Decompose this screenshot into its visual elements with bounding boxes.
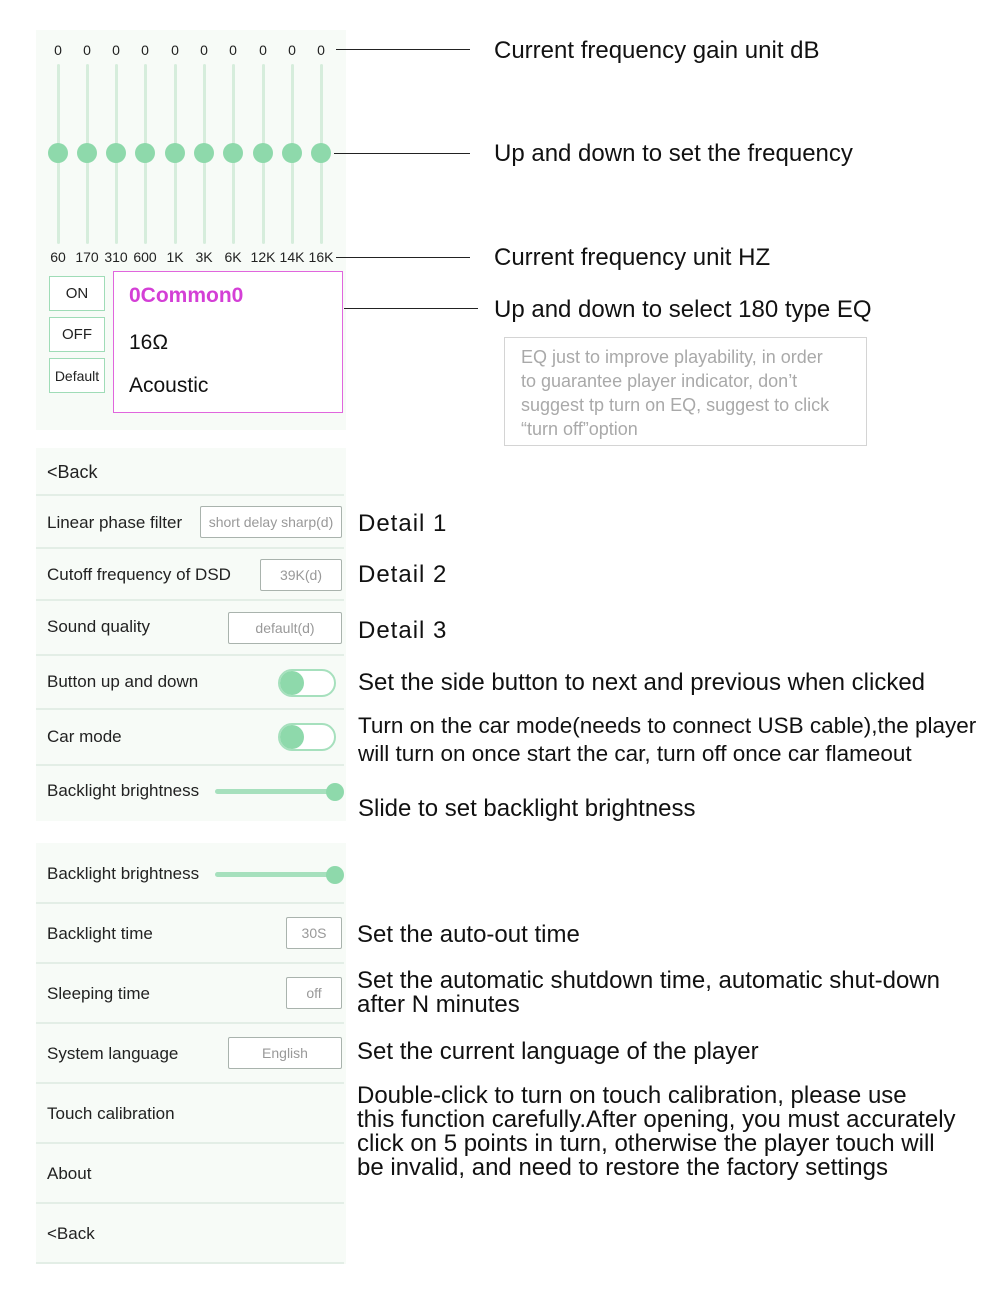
eq-preset-genre: Acoustic xyxy=(129,374,209,397)
eq-note-line: to guarantee player indicator, don’t xyxy=(521,371,798,391)
eq-frequency-label: 6K xyxy=(224,249,242,265)
sleeping-time-select[interactable]: off xyxy=(286,977,342,1009)
backlight-time-label: Backlight time xyxy=(47,924,153,943)
eq-gain-value: 0 xyxy=(229,42,237,58)
eq-note-line: suggest tp turn on EQ, suggest to click xyxy=(521,395,830,415)
annotation-frequency-unit: Current frequency unit HZ xyxy=(494,244,771,271)
settings-row-backlight-time xyxy=(36,904,344,964)
eq-slider-knob[interactable] xyxy=(194,143,214,163)
annotation-auto-out: Set the auto-out time xyxy=(357,921,580,948)
annotation-detail-3: Detail 3 xyxy=(358,617,448,644)
annotation-detail-1: Detail 1 xyxy=(358,510,448,537)
eq-frequency-label: 1K xyxy=(166,249,184,265)
car-mode-label: Car mode xyxy=(47,727,122,746)
eq-frequency-label: 16K xyxy=(308,249,334,265)
eq-gain-value: 0 xyxy=(259,42,267,58)
eq-slider-knob[interactable] xyxy=(223,143,243,163)
eq-frequency-label: 170 xyxy=(75,249,99,265)
eq-frequency-label: 310 xyxy=(104,249,128,265)
eq-frequency-label: 12K xyxy=(250,249,276,265)
annotation-car-mode-line: will turn on once start the car, turn off once car flameout xyxy=(358,741,912,766)
settings-row-touch-calibration[interactable] xyxy=(36,1084,344,1144)
language-label: System language xyxy=(47,1044,179,1063)
car-mode-toggle[interactable] xyxy=(278,723,336,751)
backlight-time-select[interactable]: 30S xyxy=(286,917,342,949)
backlight-slider-handle[interactable] xyxy=(326,866,344,884)
eq-frequency-label: 3K xyxy=(195,249,213,265)
backlight-label: Backlight brightness xyxy=(47,864,200,883)
annotation-calibration-line: be invalid, and need to restore the factory settings xyxy=(357,1154,888,1181)
sound-quality-label: Sound quality xyxy=(47,617,151,636)
eq-slider-knob[interactable] xyxy=(282,143,302,163)
annotation-set-frequency: Up and down to set the frequency xyxy=(494,140,853,167)
back-row[interactable] xyxy=(36,1204,344,1264)
eq-on-button[interactable]: ON xyxy=(49,276,105,311)
eq-slider-knob[interactable] xyxy=(77,143,97,163)
settings-row-language xyxy=(36,1024,344,1084)
eq-gain-value: 0 xyxy=(171,42,179,58)
leader-line-frequency xyxy=(334,153,470,154)
eq-gain-value: 0 xyxy=(112,42,120,58)
back-row[interactable] xyxy=(36,448,344,496)
annotation-car-mode-line: Turn on the car mode(needs to connect USB cable),the player xyxy=(358,713,977,738)
leader-line-gain xyxy=(336,49,470,50)
annotation-calibration-line: Double-click to turn on touch calibration, please use xyxy=(357,1082,907,1109)
backlight-slider-handle[interactable] xyxy=(326,783,344,801)
eq-gain-value: 0 xyxy=(54,42,62,58)
leader-line-eq xyxy=(344,308,478,309)
annotation-detail-2: Detail 2 xyxy=(358,561,448,588)
toggle-knob xyxy=(280,725,304,749)
eq-frequency-label: 600 xyxy=(133,249,157,265)
settings-row-sleeping-time xyxy=(36,964,344,1024)
annotation-shutdown-line: Set the automatic shutdown time, automatic shut-down xyxy=(357,967,940,994)
settings-row-about[interactable] xyxy=(36,1144,344,1204)
eq-preset-box[interactable] xyxy=(113,271,343,413)
annotation-calibration-line: click on 5 points in turn, otherwise the player touch will xyxy=(357,1130,935,1157)
eq-frequency-label: 14K xyxy=(279,249,305,265)
backlight-label: Backlight brightness xyxy=(47,781,200,800)
eq-gain-value: 0 xyxy=(200,42,208,58)
back-button[interactable]: <Back xyxy=(47,462,98,482)
leader-line-hz xyxy=(336,257,470,258)
eq-preset-impedance: 16Ω xyxy=(129,331,169,354)
cutoff-label: Cutoff frequency of DSD xyxy=(47,565,231,584)
back-button[interactable]: <Back xyxy=(47,1224,95,1243)
eq-note-line: EQ just to improve playability, in order xyxy=(521,347,823,367)
button-updown-label: Button up and down xyxy=(47,672,199,691)
annotation-calibration-line: this function carefully.After opening, you must accurately xyxy=(357,1106,956,1133)
button-updown-toggle[interactable] xyxy=(278,669,336,697)
eq-slider-knob[interactable] xyxy=(253,143,273,163)
about-label[interactable]: About xyxy=(47,1164,92,1183)
backlight-slider[interactable] xyxy=(215,789,335,794)
backlight-slider[interactable] xyxy=(215,872,335,877)
settings-row-car-mode xyxy=(36,710,344,766)
linear-phase-label: Linear phase filter xyxy=(47,513,183,532)
eq-preset-name: 0Common0 xyxy=(129,284,244,307)
eq-gain-value: 0 xyxy=(288,42,296,58)
settings-row-cutoff xyxy=(36,549,344,601)
eq-note-line: “turn off”option xyxy=(521,419,638,439)
settings-row-linear-phase xyxy=(36,496,344,549)
eq-gain-value: 0 xyxy=(317,42,325,58)
annotation-gain-unit: Current frequency gain unit dB xyxy=(494,37,820,64)
eq-gain-value: 0 xyxy=(83,42,91,58)
eq-slider-knob[interactable] xyxy=(106,143,126,163)
settings-row-button-updown xyxy=(36,656,344,710)
settings-row-sound-quality xyxy=(36,601,344,656)
eq-slider-knob[interactable] xyxy=(135,143,155,163)
annotation-backlight: Slide to set backlight brightness xyxy=(358,795,696,822)
eq-slider-knob[interactable] xyxy=(48,143,68,163)
linear-phase-select[interactable]: short delay sharp(d) xyxy=(200,506,342,538)
touch-calibration-label[interactable]: Touch calibration xyxy=(47,1104,175,1123)
annotation-select-eq: Up and down to select 180 type EQ xyxy=(494,296,872,323)
eq-gain-value: 0 xyxy=(141,42,149,58)
eq-default-button[interactable]: Default xyxy=(49,358,105,393)
language-select[interactable]: English xyxy=(228,1037,342,1069)
eq-slider-knob[interactable] xyxy=(165,143,185,163)
cutoff-select[interactable]: 39K(d) xyxy=(260,559,342,591)
eq-frequency-label: 60 xyxy=(50,249,66,265)
annotation-button-updown: Set the side button to next and previous when clicked xyxy=(358,669,926,696)
sound-quality-select[interactable]: default(d) xyxy=(228,612,342,644)
eq-off-button[interactable]: OFF xyxy=(49,317,105,352)
annotation-language: Set the current language of the player xyxy=(357,1038,759,1065)
sleeping-time-label: Sleeping time xyxy=(47,984,151,1003)
eq-note-box xyxy=(504,337,867,446)
eq-slider-knob[interactable] xyxy=(311,143,331,163)
toggle-knob xyxy=(280,671,304,695)
annotation-shutdown-line: after N minutes xyxy=(357,991,520,1018)
